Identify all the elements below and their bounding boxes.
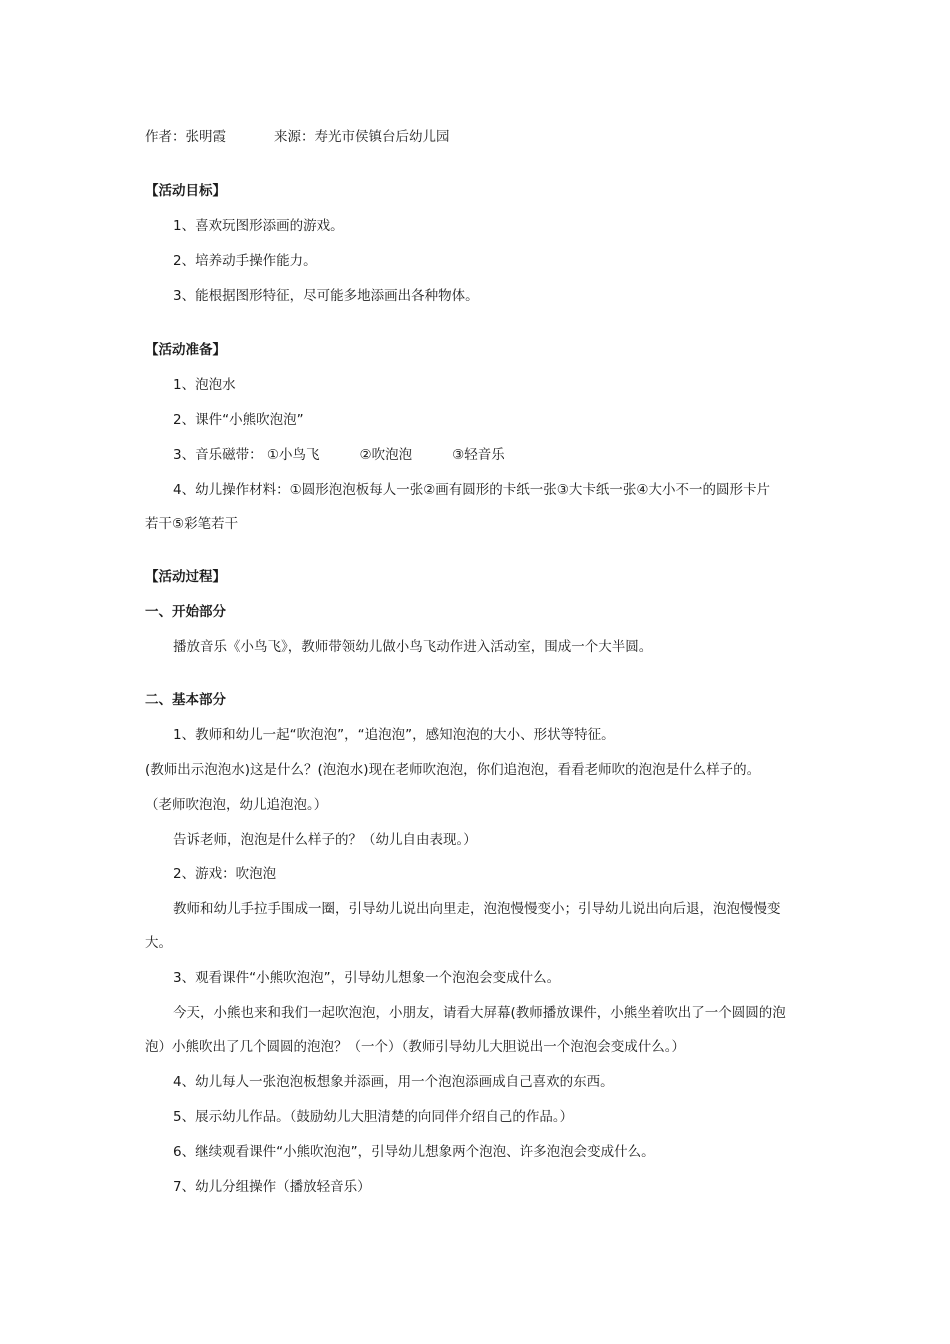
goal-item: 3、能根据图形特征，尽可能多地添画出各种物体。	[173, 288, 479, 304]
part2-line: 告诉老师，泡泡是什么样子的？（幼儿自由表现。）	[173, 832, 477, 848]
process-heading: 【活动过程】	[145, 569, 226, 585]
part2-line: 6、继续观看课件“小熊吹泡泡”，引导幼儿想象两个泡泡、许多泡泡会变成什么。	[173, 1144, 655, 1160]
goals-heading: 【活动目标】	[145, 183, 226, 199]
part2-line: 泡）小熊吹出了几个圆圆的泡泡？（一个）（教师引导幼儿大胆说出一个泡泡会变成什么。）	[145, 1039, 685, 1055]
part2-line: 2、游戏：吹泡泡	[173, 866, 277, 882]
author: 作者：张明霞	[145, 129, 226, 145]
part2-line: 1、教师和幼儿一起“吹泡泡”，“追泡泡”，感知泡泡的大小、形状等特征。	[173, 727, 615, 743]
music-track: ③轻音乐	[452, 447, 505, 463]
music-label: 3、音乐磁带：	[173, 447, 263, 463]
prep-item-continued: 若干⑤彩笔若干	[145, 516, 239, 532]
part1-text: 播放音乐《小鸟飞》，教师带领幼儿做小鸟飞动作进入活动室，围成一个大半圆。	[173, 639, 653, 655]
part2-line: 今天，小熊也来和我们一起吹泡泡，小朋友，请看大屏幕(教师播放课件，小熊坐着吹出了一个圆圆的泡	[173, 1005, 786, 1021]
part2-line: 5、展示幼儿作品。（鼓励幼儿大胆清楚的向同伴介绍自己的作品。）	[173, 1109, 574, 1125]
part2-line: 大。	[145, 935, 172, 951]
prep-item-music	[173, 445, 505, 465]
music-track: ②吹泡泡	[359, 447, 413, 463]
part2-line: （老师吹泡泡，幼儿追泡泡。）	[145, 797, 328, 813]
prep-heading: 【活动准备】	[145, 342, 226, 358]
part2-line: 4、幼儿每人一张泡泡板想象并添画，用一个泡泡添画成自己喜欢的东西。	[173, 1074, 614, 1090]
part2-heading: 二、基本部分	[145, 692, 226, 708]
prep-item: 2、课件“小熊吹泡泡”	[173, 412, 304, 428]
part1-heading: 一、开始部分	[145, 604, 226, 620]
part2-line: 3、观看课件“小熊吹泡泡”，引导幼儿想象一个泡泡会变成什么。	[173, 970, 561, 986]
goal-item: 1、喜欢玩图形添画的游戏。	[173, 218, 344, 234]
part2-line: 教师和幼儿手拉手围成一圈，引导幼儿说出向里走，泡泡慢慢变小；引导幼儿说出向后退，泡泡慢慢变	[173, 901, 781, 917]
part2-line: (教师出示泡泡水)这是什么？(泡泡水)现在老师吹泡泡，你们追泡泡，看看老师吹的泡泡是什么样子的。	[145, 762, 761, 778]
source: 来源：寿光市侯镇台后幼儿园	[274, 129, 450, 145]
part2-line: 7、幼儿分组操作（播放轻音乐）	[173, 1179, 371, 1195]
goal-item: 2、培养动手操作能力。	[173, 253, 317, 269]
author-source-line	[145, 127, 450, 147]
prep-item: 1、泡泡水	[173, 377, 236, 393]
prep-item: 4、幼儿操作材料：①圆形泡泡板每人一张②画有圆形的卡纸一张③大卡纸一张④大小不一的圆形卡片	[173, 482, 770, 498]
music-track: ①小鸟飞	[266, 447, 320, 463]
